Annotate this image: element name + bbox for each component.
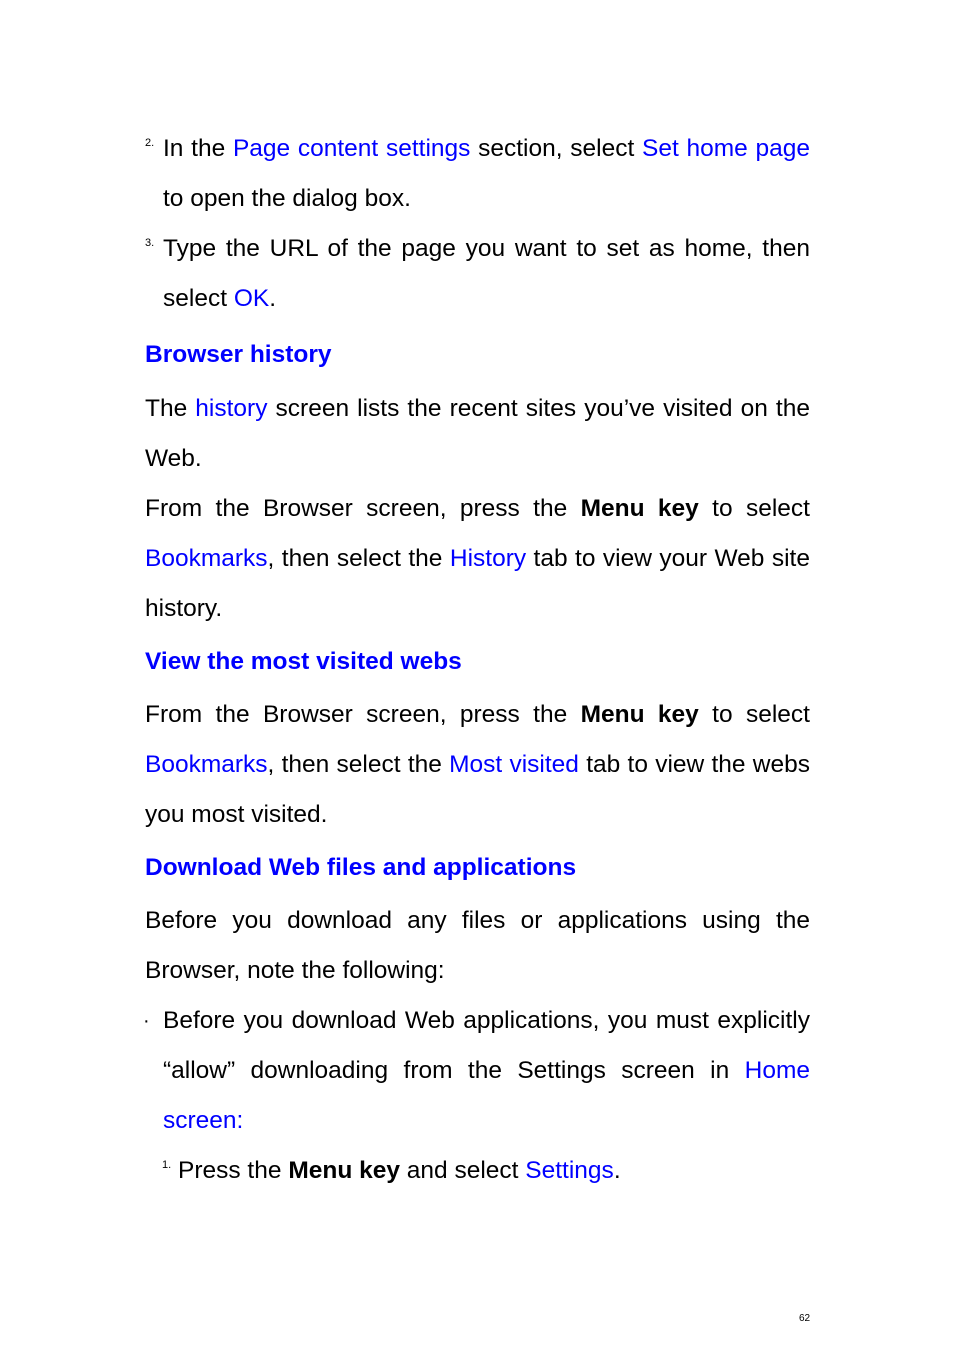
text: to select <box>698 701 810 728</box>
text: tab to view your Web site history. <box>145 545 810 622</box>
text: Before you download Web applications, you must explicitly “allow” downloading from the Settings screen in <box>163 1007 810 1084</box>
paragraph-download-intro: Before you download any files or applications using the Browser, note the following: <box>145 907 810 984</box>
link-history-tab[interactable]: History <box>449 545 527 572</box>
step-number: 1. <box>162 1159 172 1171</box>
paragraph-most-visited <box>145 690 810 840</box>
text: , then select the <box>267 751 450 778</box>
text: to open the dialog box. <box>163 185 411 212</box>
text: tab to view the webs you most visited. <box>145 751 810 828</box>
text: In the <box>163 135 233 162</box>
paragraph-history-steps <box>145 484 810 634</box>
text: Type the URL of the page you want to set as home, then select <box>163 235 810 312</box>
bullet-allow-downloading <box>145 996 810 1146</box>
heading-browser-history: Browser history <box>145 341 332 368</box>
link-bookmarks[interactable]: Bookmarks <box>145 545 268 572</box>
heading-most-visited: View the most visited webs <box>145 648 462 675</box>
substep-press-menu-key <box>145 1146 810 1196</box>
step-number: 3. <box>145 237 155 249</box>
paragraph-history-intro <box>145 384 810 484</box>
link-page-content-settings[interactable]: Page content settings <box>232 135 471 162</box>
text: From the Browser screen, press the <box>145 701 581 728</box>
menu-key-label: Menu key <box>288 1157 400 1184</box>
step-set-home-page <box>145 124 810 224</box>
link-bookmarks[interactable]: Bookmarks <box>145 751 268 778</box>
text: . <box>613 1157 621 1184</box>
link-ok[interactable]: OK <box>233 285 270 312</box>
text: From the Browser screen, press the <box>145 495 581 522</box>
link-history[interactable]: history <box>195 395 268 422</box>
page-content <box>145 124 810 1196</box>
link-home-screen[interactable]: Home screen: <box>163 1057 810 1134</box>
page-number: 62 <box>799 1313 811 1324</box>
step-number: 2. <box>145 137 155 149</box>
step-type-url <box>145 224 810 324</box>
text: The <box>145 395 196 422</box>
text: screen lists the recent sites you’ve visited on the Web. <box>145 395 810 472</box>
text: and select <box>399 1157 526 1184</box>
bullet-dot-icon: · <box>143 1010 150 1032</box>
text: Press the <box>178 1157 289 1184</box>
link-settings[interactable]: Settings <box>525 1157 614 1184</box>
menu-key-label: Menu key <box>580 701 699 728</box>
text: , then select the <box>267 545 450 572</box>
heading-download: Download Web files and applications <box>145 854 577 881</box>
text: . <box>269 285 277 312</box>
link-set-home-page[interactable]: Set home page <box>642 135 810 162</box>
menu-key-label: Menu key <box>580 495 699 522</box>
link-most-visited-tab[interactable]: Most visited <box>449 751 579 778</box>
text: to select <box>698 495 810 522</box>
text: section, select <box>470 135 642 162</box>
